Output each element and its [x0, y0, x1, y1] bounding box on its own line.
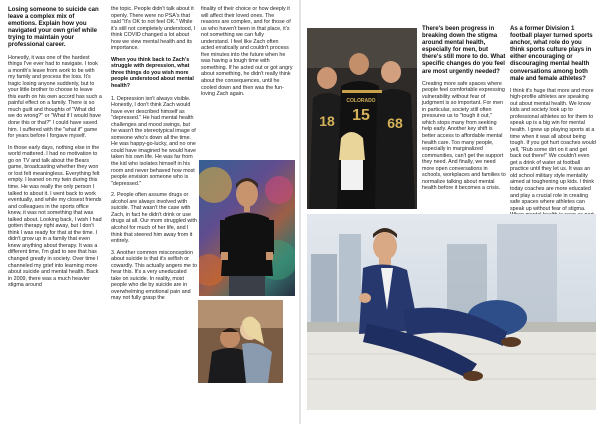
right-column-1: [422, 25, 506, 197]
photo-illustration: [307, 28, 417, 209]
rooftop-portrait-photo: [307, 214, 596, 410]
answer-paragraph: I think it's huge that more and more high-profile athletes are speaking out about mental health. We know kids and society look up to professional athletes so for them to speak up is a big win for mental health. I grew up playing sports at a time when it was all about being tough. If you got hurt coaches would yell, "Rub some dirt on it and get back out there!" We couldn't even get a drink of water at football practice until they let us. It was an old school military style mentality aimed at toughening up kids. I think today coaches are more educated and play a crucial role in creating safe spaces where athletes can speak up without fear of stigma.: [510, 87, 596, 212]
page-spine: [299, 0, 301, 424]
answer-paragraph: In those early days, nothing else in the world mattered. I had no motivation to go on TV and talk about the Bears game, broadcasting whether they won or lost felt meaningless. Everything felt empty. I leaned on my twin during this time. He was really the only person I talked to about it. I went back to work eventually, and while my closest friends and colleagues in the sports office knew, it was not something that was talked about. Looking back, I wish I had gotten therapy right away, but I don't think I was ready for that at the time. I didn't grow up in a family that even knew anything about therapy. It was a different time, I'm glad to see that has changed greatly in society. Over time I channeled my grief into learning more about suicide and mental health. Back in 2009, there was a much heavier stigma around: [8, 144, 102, 289]
jersey-number-68: 68: [387, 115, 403, 131]
answer-paragraph: Creating more safe spaces where people feel comfortable expressing vulnerability without fear of judgment is so important. For men in particular, society still often pressures us to "tough it out," which stops many from seeking help early. Another key shift is better access to affordable mental health care. Too many people, especially in marginalized communities, can't get the support they need. And finally, we need more open conversations in schools, workplaces and families to normalize talking about mental health before it becomes a crisis.: [422, 80, 506, 192]
question-depression: When you think back to Zach's struggle with depression, what three things do you wish more people understood about mental health?: [111, 56, 194, 90]
right-column-2: [510, 25, 596, 243]
left-column-1: [8, 6, 102, 294]
photo-illustration: [198, 300, 283, 383]
photo-illustration: [307, 214, 596, 410]
left-column-2: [111, 6, 197, 307]
question-sports-culture: As a former Division 1 football player turned sports anchor, what role do you think sports culture plays in either encouraging or discouraging mental health conversations among both male and female athletes?: [510, 25, 593, 82]
answer-paragraph: 2. People often assume drugs or alcohol are always involved with suicide. That wasn't the case with Zach, in fact he didn't drink or use drugs at all. Our mom struggled with alcohol for much of her life, and I think that steered him away from it entirely.: [111, 192, 197, 245]
answer-paragraph: 3. Another common misconception about suicide is that it's selfish or cowardly. This actually angers me to hear this. It's a very uneducated take on suicide. In reality, most people who die by suicide are in overwhelming emotional pain and may not fully grasp the: [111, 249, 197, 302]
answer-paragraph: 1. Depression isn't always visible. Honestly, I don't think Zach would have ever described himself as "depressed." He had mental health challenges and mood swings, but he wasn't the stereotypical image of someone who's down all the time. He was happy-go-lucky, and no one could have imagined he would have taken his own life. He was far from the kid who isolates himself in his room and never behaved how most people envision someone who is "depressed.": [111, 95, 196, 187]
jersey-lettering: COLORADO: [346, 98, 376, 104]
question-stigma: There's been progress in breaking down the stigma around mental health, especially for men, but there's still more to do. What specific changes do you feel are most urgently needed?: [422, 25, 506, 75]
question-grief: Losing someone to suicide can leave a complex mix of emotions. Explain how you navigated your own grief while trying to maintain your professional career.: [8, 6, 99, 49]
jersey-number-15: 15: [352, 107, 370, 124]
answer-paragraph: finality of their choice or how deeply it will affect their loved ones. The reasons are complex, and for those of us who haven't been in that place, it's not something we can fully understand. I feel like Zach often acted erratically and couldn't process five minutes into the future when he was having a tough time with something. If he acted out or got angry about something, he didn't really think about the consequences, until he cooled down and then was the fun-loving Zach again.: [201, 6, 293, 98]
photo-illustration: [199, 160, 295, 296]
family-photo: [198, 300, 283, 383]
left-column-3: [201, 6, 293, 103]
portrait-photo-graffiti: [199, 160, 295, 296]
answer-paragraph: Honestly, it was one of the hardest things I've ever had to navigate. I took a month's leave from work to be with my family and process the loss. It's tragic losing anyone suddenly, but to your little brother to choose to leave this earth on his own accord has such a painful effect on a family. There is so much guilt and thoughts of "What did we do wrong?" or "What if I would have done this or that?" I could have saved him. I suffered with the "what if" game for years before I forgave myself.: [8, 54, 102, 140]
jersey-number-18: 18: [319, 113, 335, 129]
answer-paragraph: the topic. People didn't talk about it openly. There were no PSA's that said "It's OK to not feel OK." While it's still not completely understood, I think COVID changed a lot about how we view mental health and its importance.: [111, 6, 196, 52]
football-team-photo: [307, 28, 417, 209]
